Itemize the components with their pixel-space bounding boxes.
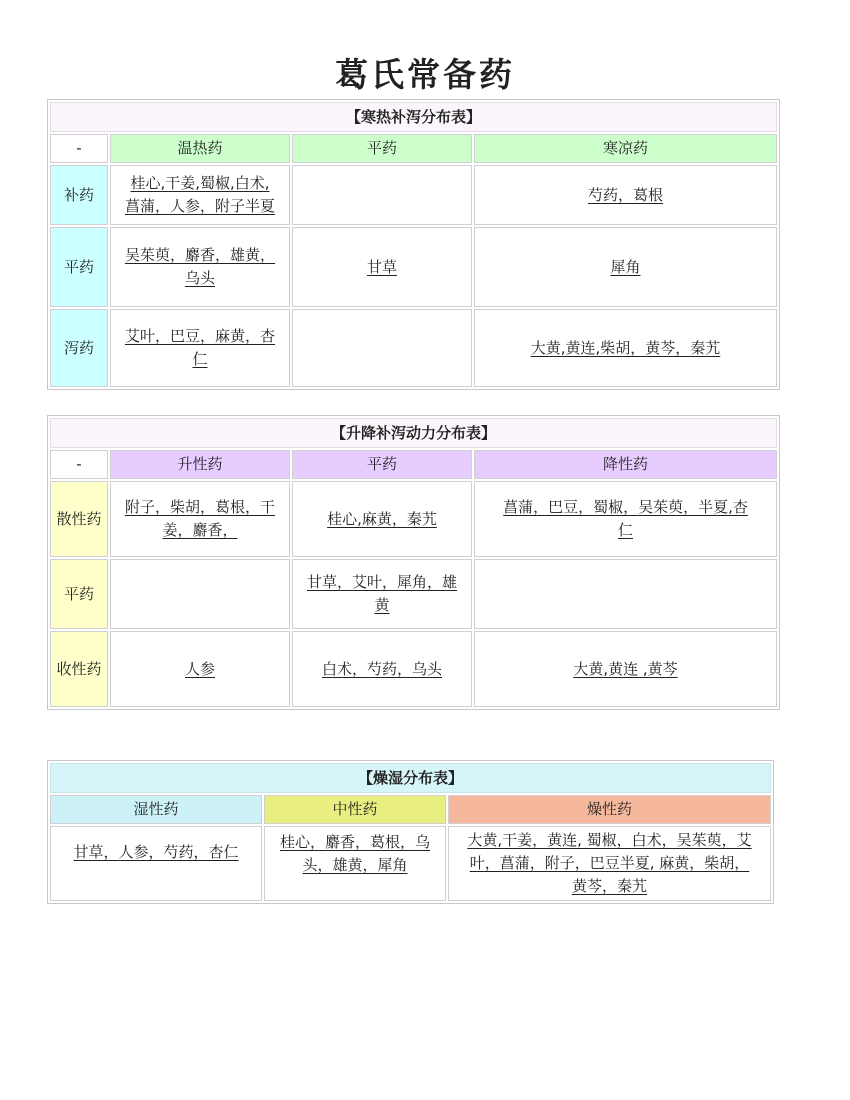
cell-fall — [474, 481, 777, 557]
herb-list: 仁 — [192, 350, 208, 368]
row-header: 泻药 — [50, 309, 108, 387]
herb-list: 桂心,麻黄，秦艽 — [327, 509, 437, 528]
column-header-neutral: 中性药 — [264, 795, 446, 824]
cell-neutral — [292, 227, 472, 307]
column-header-fall: 降性药 — [474, 450, 777, 479]
herb-list: 犀角 — [610, 257, 641, 276]
table-header-row — [50, 134, 777, 163]
herb-list: 桂心，麝香，葛根，乌 — [279, 833, 430, 851]
herb-list: 甘草，人参，芍药，杏仁 — [73, 843, 239, 861]
column-header-neutral: 平药 — [292, 134, 472, 163]
cell-neutral — [264, 826, 446, 901]
cell-neutral — [292, 165, 472, 225]
corner-cell: - — [50, 134, 108, 163]
cell-rise — [110, 559, 290, 629]
herb-list: 菖蒲，巴豆，蜀椒，吴茱萸，半夏,杏 — [503, 498, 748, 516]
cell-neutral — [292, 309, 472, 387]
column-header-cold: 寒凉药 — [474, 134, 777, 163]
cell-rise — [110, 481, 290, 557]
table-caption: 【升降补泻动力分布表】 — [50, 418, 777, 448]
herb-list: 附子，柴胡，葛根，干 — [124, 498, 275, 516]
cell-fall — [474, 559, 777, 629]
herb-list: 大黄,黄连 ,黄芩 — [573, 659, 678, 678]
column-header-dry: 燥性药 — [448, 795, 771, 824]
cold-heat-table — [47, 99, 780, 390]
row-header: 平药 — [50, 227, 108, 307]
table-header-row — [50, 795, 771, 824]
herb-list: 乌头 — [184, 269, 215, 287]
cell-cold — [474, 165, 777, 225]
cell-warm — [110, 309, 290, 387]
herb-list: 芍药，葛根 — [587, 185, 663, 204]
herb-list: 叶，菖蒲，附子，巴豆半夏, 麻黄，柴胡， — [469, 854, 750, 872]
cell-cold — [474, 309, 777, 387]
cell-wet — [50, 826, 262, 901]
herb-list: 吴茱萸，麝香，雄黄， — [124, 246, 275, 264]
cell-warm — [110, 165, 290, 225]
herb-list: 黄 — [374, 596, 390, 614]
cell-warm — [110, 227, 290, 307]
cell-rise — [110, 631, 290, 707]
table-row — [50, 165, 777, 225]
row-header: 散性药 — [50, 481, 108, 557]
herb-list: 头，雄黄，犀角 — [302, 856, 408, 874]
herb-list: 白术，芍药，乌头 — [321, 659, 442, 678]
herb-list: 人参 — [184, 659, 215, 678]
corner-cell: - — [50, 450, 108, 479]
page-title: 葛氏常备药 — [335, 55, 515, 94]
table-header-row — [50, 450, 777, 479]
table-row — [50, 631, 777, 707]
rise-fall-table — [47, 415, 780, 710]
row-header: 收性药 — [50, 631, 108, 707]
cell-fall — [474, 631, 777, 707]
cell-cold — [474, 227, 777, 307]
herb-list: 姜，麝香， — [162, 521, 238, 539]
row-header: 补药 — [50, 165, 108, 225]
cell-neutral — [292, 481, 472, 557]
table-row — [50, 559, 777, 629]
column-header-wet: 湿性药 — [50, 795, 262, 824]
table-caption: 【燥湿分布表】 — [50, 763, 771, 793]
cell-neutral — [292, 559, 472, 629]
row-header: 平药 — [50, 559, 108, 629]
table-row — [50, 227, 777, 307]
column-header-warm: 温热药 — [110, 134, 290, 163]
herb-list: 仁 — [617, 521, 633, 539]
herb-list: 甘草，艾叶，犀角，雄 — [306, 573, 457, 591]
table-row — [50, 826, 771, 901]
herb-list: 甘草 — [366, 257, 397, 276]
herb-list: 黄芩，秦艽 — [571, 877, 647, 895]
herb-list: 艾叶，巴豆，麻黄，杏 — [124, 327, 275, 345]
cell-dry — [448, 826, 771, 901]
herb-list: 大黄,干姜，黄连, 蜀椒，白术，吴茱萸，艾 — [467, 831, 752, 849]
column-header-rise: 升性药 — [110, 450, 290, 479]
table-row — [50, 309, 777, 387]
herb-list: 大黄,黄连,柴胡，黄芩，秦艽 — [530, 338, 721, 357]
table-row — [50, 481, 777, 557]
cell-neutral — [292, 631, 472, 707]
column-header-neutral: 平药 — [292, 450, 472, 479]
dry-wet-table — [47, 760, 774, 904]
herb-list: 菖蒲，人参，附子半夏 — [124, 197, 275, 215]
herb-list: 桂心,干姜,蜀椒,白术, — [130, 174, 270, 192]
table-caption: 【寒热补泻分布表】 — [50, 102, 777, 132]
